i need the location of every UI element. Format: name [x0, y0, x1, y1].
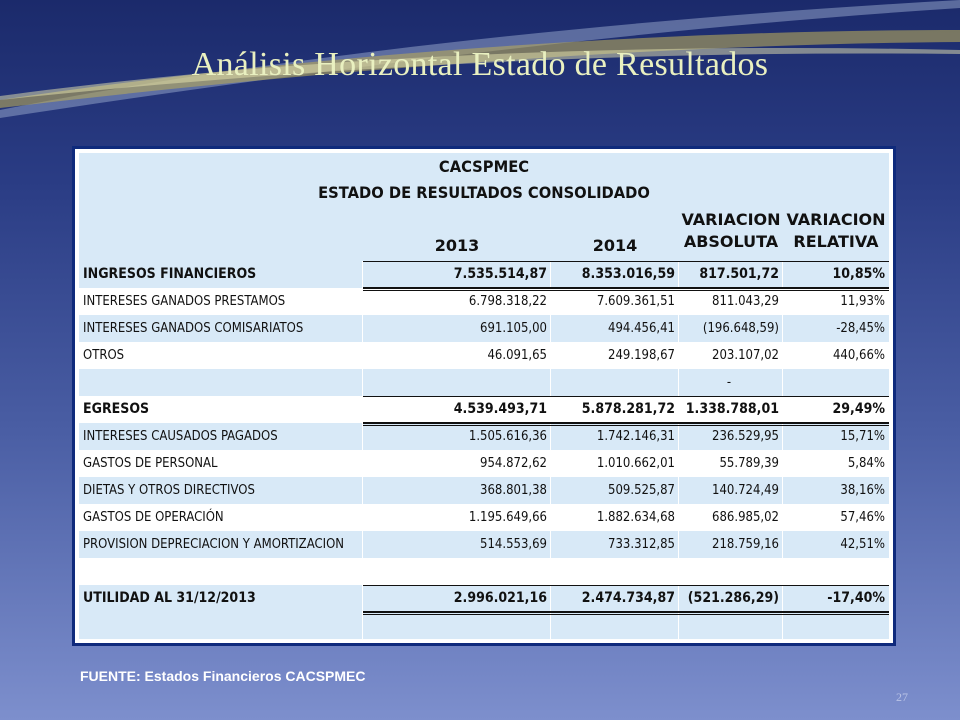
value-2013: 368.801,38: [480, 483, 547, 498]
value-2013: 4.539.493,71: [453, 401, 547, 417]
slide-title: Análisis Horizontal Estado de Resultados: [191, 46, 769, 83]
table-row: [79, 450, 889, 477]
table-row: [79, 396, 889, 423]
value-variacion-relativa: -28,45%: [836, 321, 885, 336]
value-2013: 954.872,62: [480, 456, 547, 471]
row-label: DIETAS Y OTROS DIRECTIVOS: [83, 483, 255, 498]
value-2013: 7.535.514,87: [453, 266, 547, 282]
value-variacion-absoluta: 817.501,72: [699, 266, 779, 282]
value-2014: 1.742.146,31: [596, 429, 675, 444]
value-2014: 5.878.281,72: [581, 401, 675, 417]
value-variacion-absoluta: 236.529,95: [712, 429, 779, 444]
table-row: [79, 315, 889, 342]
value-variacion-absoluta: -: [726, 375, 732, 390]
value-variacion-relativa: -17,40%: [827, 590, 885, 606]
row-label: GASTOS DE PERSONAL: [83, 456, 218, 471]
value-2013: 6.798.318,22: [468, 294, 547, 309]
value-variacion-relativa: 57,46%: [840, 510, 885, 525]
header-variacion-absoluta-line2: ABSOLUTA: [683, 232, 779, 251]
table-row: [79, 504, 889, 531]
value-2013: [363, 558, 551, 585]
value-2013: 514.553,69: [480, 537, 547, 552]
row-label: UTILIDAD AL 31/12/2013: [83, 590, 256, 606]
rule-line: [363, 585, 889, 586]
table-body: [79, 153, 889, 639]
row-label: INGRESOS FINANCIEROS: [83, 266, 257, 282]
double-rule: [363, 422, 889, 426]
value-2013: 691.105,00: [480, 321, 547, 336]
rule-line: [363, 396, 889, 397]
column-divider: [362, 261, 363, 639]
value-variacion-absoluta: 203.107,02: [712, 348, 779, 363]
column-divider: [678, 261, 679, 639]
value-variacion-relativa: 15,71%: [840, 429, 885, 444]
value-2014: 249.198,67: [608, 348, 675, 363]
row-label: [81, 558, 361, 585]
value-variacion-relativa: 42,51%: [840, 537, 885, 552]
table-row: [79, 585, 889, 612]
value-variacion-relativa: 440,66%: [832, 348, 885, 363]
value-variacion-absoluta: [679, 558, 783, 585]
value-2013: 46.091,65: [487, 348, 547, 363]
column-divider: [550, 261, 551, 639]
value-2013: [363, 369, 551, 396]
row-label: INTERESES GANADOS COMISARIATOS: [83, 321, 304, 336]
value-variacion-absoluta: 1.338.788,01: [685, 401, 779, 417]
value-2014: 8.353.016,59: [581, 266, 675, 282]
value-2014: 7.609.361,51: [596, 294, 675, 309]
value-variacion-absoluta: 811.043,29: [712, 294, 779, 309]
source-note: FUENTE: Estados Financieros CACSPMEC: [80, 668, 366, 684]
double-rule: [363, 611, 889, 615]
row-label: GASTOS DE OPERACIÓN: [83, 510, 224, 525]
value-variacion-absoluta: 55.789,39: [719, 456, 779, 471]
value-variacion-absoluta: 140.724,49: [712, 483, 779, 498]
value-2014: 1.882.634,68: [596, 510, 675, 525]
value-2013: 2.996.021,16: [453, 590, 547, 606]
value-2014: 2.474.734,87: [581, 590, 675, 606]
column-divider: [782, 261, 783, 639]
rule-line: [363, 261, 889, 262]
value-variacion-relativa: 29,49%: [832, 401, 885, 417]
row-label: INTERESES CAUSADOS PAGADOS: [83, 429, 278, 444]
value-2014: 494.456,41: [608, 321, 675, 336]
row-label: [81, 369, 361, 396]
value-variacion-absoluta: 218.759,16: [712, 537, 779, 552]
value-variacion-relativa: [783, 558, 889, 585]
value-variacion-relativa: 10,85%: [832, 266, 885, 282]
value-variacion-relativa: 38,16%: [840, 483, 885, 498]
value-2013: 1.195.649,66: [468, 510, 547, 525]
value-2014: 509.525,87: [608, 483, 675, 498]
value-variacion-relativa: [783, 369, 889, 396]
income-statement-table: [72, 146, 896, 646]
value-2014: [551, 558, 679, 585]
row-label: PROVISION DEPRECIACION Y AMORTIZACION: [83, 537, 345, 552]
table-row: [79, 558, 889, 585]
value-variacion-relativa: 11,93%: [840, 294, 885, 309]
page-number: 27: [896, 690, 908, 704]
value-2014: 733.312,85: [608, 537, 675, 552]
header-2013: 2013: [434, 236, 480, 255]
value-variacion-relativa: 5,84%: [847, 456, 885, 471]
table-row: [79, 531, 889, 558]
table-row: [79, 342, 889, 369]
value-variacion-absoluta: 686.985,02: [712, 510, 779, 525]
table-row: [79, 369, 889, 396]
table-row: [79, 261, 889, 288]
header-variacion-relativa-line2: RELATIVA: [793, 232, 879, 251]
value-2013: 1.505.616,36: [468, 429, 547, 444]
table-row: [79, 423, 889, 450]
company-name: CACSPMEC: [438, 157, 530, 176]
table-row: [79, 288, 889, 315]
table-row: [79, 477, 889, 504]
header-variacion-absoluta-line1: VARIACION: [681, 210, 781, 229]
value-variacion-absoluta: (196.648,59): [702, 321, 779, 336]
double-rule: [363, 287, 889, 291]
header-2014: 2014: [592, 236, 638, 255]
value-2014: [551, 369, 679, 396]
row-label: EGRESOS: [83, 401, 150, 417]
value-2014: 1.010.662,01: [596, 456, 675, 471]
value-variacion-absoluta: (521.286,29): [687, 590, 779, 606]
row-label: OTROS: [83, 348, 125, 363]
row-label: INTERESES GANADOS PRESTAMOS: [83, 294, 286, 309]
header-variacion-relativa-line1: VARIACION: [786, 210, 886, 229]
statement-title: ESTADO DE RESULTADOS CONSOLIDADO: [318, 183, 650, 202]
